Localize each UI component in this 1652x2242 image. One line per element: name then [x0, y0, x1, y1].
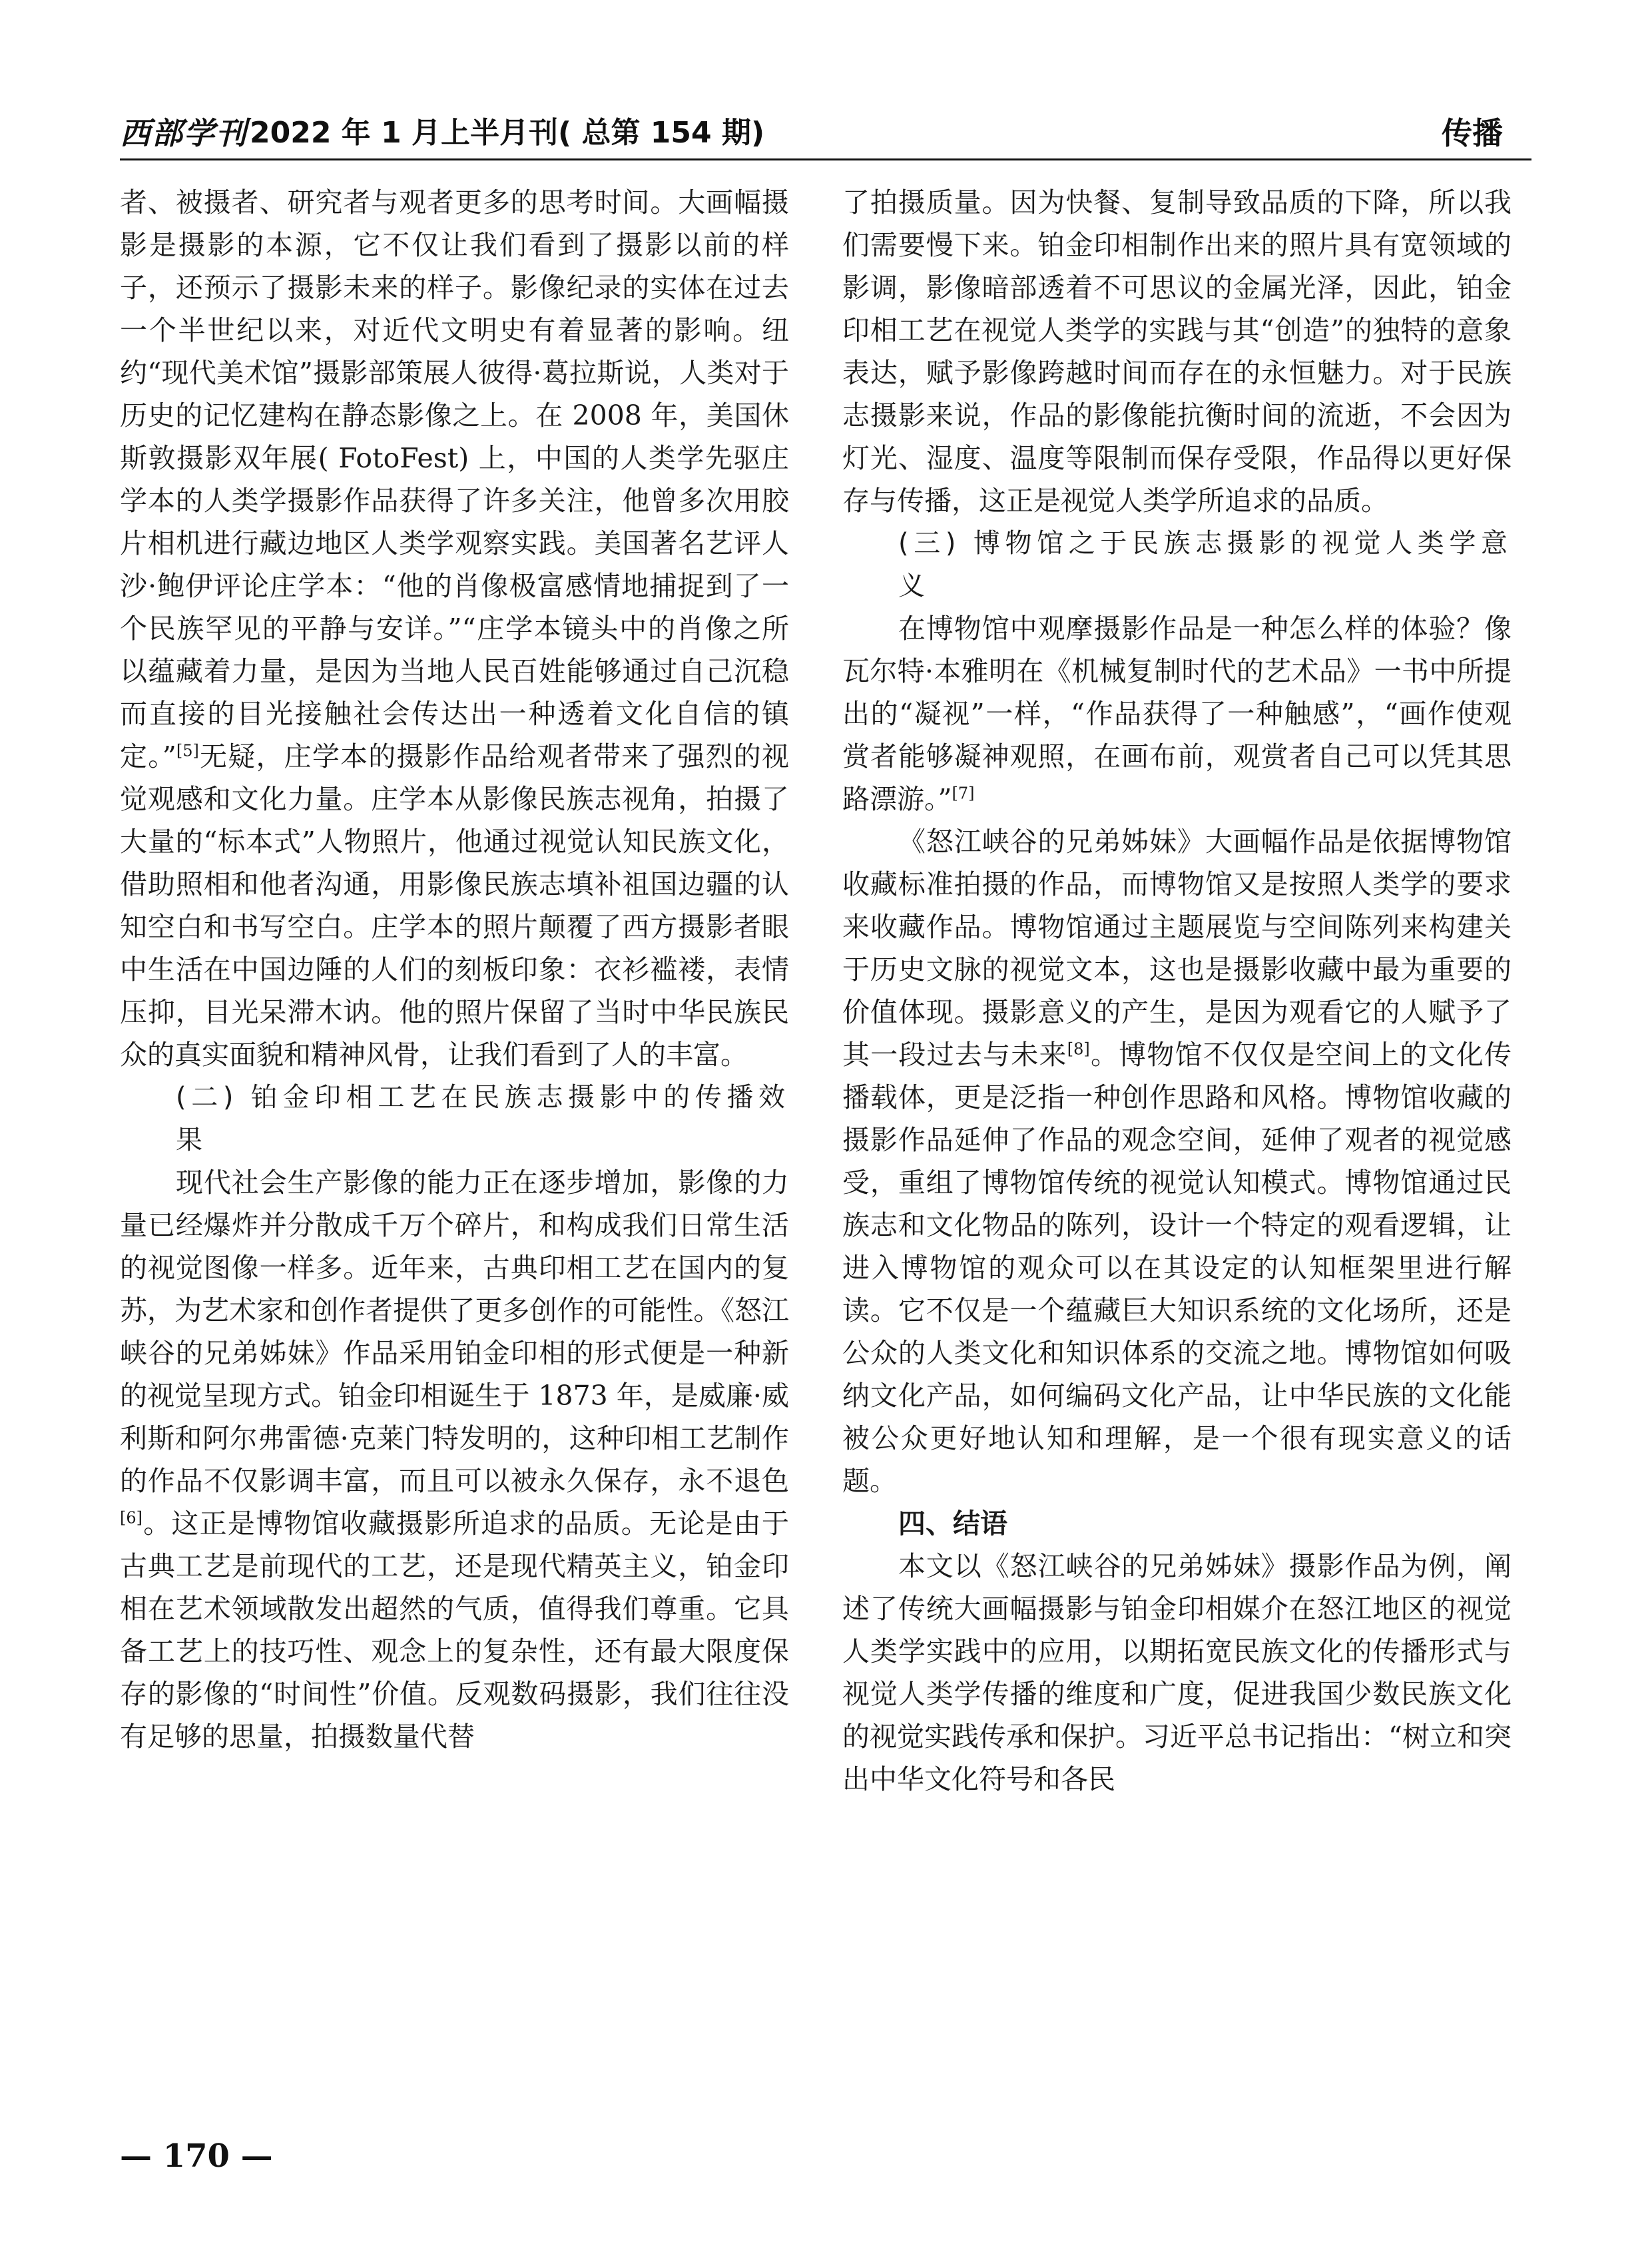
right-column [842, 181, 1512, 1801]
header-rule [120, 158, 1531, 160]
heading-text: (三) 博物馆之于民族志摄影的视觉人类学意义 [898, 528, 1512, 601]
paragraph [842, 1545, 1512, 1801]
paragraph [842, 181, 1512, 522]
journal-logo: 西部学刊 [120, 115, 248, 151]
subsection-heading [120, 1076, 789, 1161]
paragraph-text: 在博物馆中观摩摄影作品是一种怎么样的体验？像瓦尔特·本雅明在《机械复制时代的艺术品》一书中所提出的“凝视”一样，“作品获得了一种触感”，“画作使观赏者能够凝神观照，在画布前，观赏者自己可以凭其思路漂游。” [842, 613, 1512, 815]
paragraph-text: 《怒江峡谷的兄弟姊妹》大画幅作品是依据博物馆收藏标准拍摄的作品，而博物馆又是按照人类学的要求来收藏作品。博物馆通过主题展览与空间陈列来构建关于历史文脉的视觉文本，这也是摄影收藏中最为重要的价值体现。摄影意义的产生，是因为观看它的人赋予了其一段过去与未来 [842, 826, 1512, 1071]
paragraph-text: 者、被摄者、研究者与观者更多的思考时间。大画幅摄影是摄影的本源，它不仅让我们看到了摄影以前的样子，还预示了摄影未来的样子。影像纪录的实体在过去一个半世纪以来，对近代文明史有着显著的影响。纽约“现代美术馆”摄影部策展人彼得·葛拉斯说，人类对于历史的记忆建构在静态影像之上。在 2008 年，美国休斯敦摄影双年展( FotoFest) 上，中国的人类学先驱庄学本的人类学摄影作品获得了许多关注，他曾多次用胶片相机进行藏边地区人类学观察实践。美国著名艺评人沙·鲍伊评论庄学本：“他的肖像极富感情地捕捉到了一个民族罕见的平静与安详。”“庄学本镜头中的肖像之所以蕴藏着力量，是因为当地人民百姓能够通过自己沉稳而直接的目光接触社会传达出一种透着文化自信的镇定。” [120, 186, 789, 772]
paragraph [842, 820, 1512, 1502]
paragraph-text: 无疑，庄学本的摄影作品给观者带来了强烈的视觉观感和文化力量。庄学本从影像民族志视角，拍摄了大量的“标本式”人物照片，他通过视觉认知民族文化，借助照相和他者沟通，用影像民族志填补祖国边疆的认知空白和书写空白。庄学本的照片颠覆了西方摄影者眼中生活在中国边陲的人们的刻板印象：衣衫褴褛，表情压抑，目光呆滞木讷。他的照片保留了当时中华民族民众的真实面貌和精神风骨，让我们看到了人的丰富。 [120, 740, 789, 1071]
section-heading [842, 1502, 1512, 1545]
citation-ref: [7] [952, 784, 975, 803]
heading-text: 四、结语 [898, 1508, 1007, 1540]
section-title: 传播 [1442, 115, 1503, 151]
left-column [120, 181, 789, 1758]
issue-info: 2022 年 1 月上半月刊( 总第 154 期) [250, 116, 765, 150]
paragraph-text: 现代社会生产影像的能力正在逐步增加，影像的力量已经爆炸并分散成千万个碎片，和构成我们日常生活的视觉图像一样多。近年来，古典印相工艺在国内的复苏，为艺术家和创作者提供了更多创作的可能性。《怒江峡谷的兄弟姊妹》作品采用铂金印相的形式便是一种新的视觉呈现方式。铂金印相诞生于 1873 年，是威廉·威利斯和阿尔弗雷德·克莱门特发明的，这种印相工艺制作的作品不仅影调丰富，而且可以被永久保存，永不退色 [120, 1167, 789, 1497]
paragraph [842, 607, 1512, 820]
paragraph-text: 本文以《怒江峡谷的兄弟姊妹》摄影作品为例，阐述了传统大画幅摄影与铂金印相媒介在怒江地区的视觉人类学实践中的应用，以期拓宽民族文化的传播形式与视觉人类学传播的维度和广度，促进我国少数民族文化的视觉实践传承和保护。习近平总书记指出：“树立和突出中华文化符号和各民 [842, 1550, 1512, 1795]
page-header [0, 0, 1652, 160]
paragraph-text: 。博物馆不仅仅是空间上的文化传播载体，更是泛指一种创作思路和风格。博物馆收藏的摄影作品延伸了作品的观念空间，延伸了观者的视觉感受，重组了博物馆传统的视觉认知模式。博物馆通过民族志和文化物品的陈列，设计一个特定的观看逻辑，让进入博物馆的观众可以在其设定的认知框架里进行解读。它不仅是一个蕴藏巨大知识系统的文化场所，还是公众的人类文化和知识体系的交流之地。博物馆如何吸纳文化产品，如何编码文化产品，让中华民族的文化能被公众更好地认知和理解，是一个很有现实意义的话题。 [842, 1039, 1512, 1497]
paragraph-text: 了拍摄质量。因为快餐、复制导致品质的下降，所以我们需要慢下来。铂金印相制作出来的照片具有宽领域的影调，影像暗部透着不可思议的金属光泽，因此，铂金印相工艺在视觉人类学的实践与其“创造”的独特的意象表达，赋予影像跨越时间而存在的永恒魅力。对于民族志摄影来说，作品的影像能抗衡时间的流逝，不会因为灯光、湿度、温度等限制而保存受限，作品得以更好保存与传播，这正是视觉人类学所追求的品质。 [842, 186, 1512, 517]
paragraph [120, 1161, 789, 1758]
paragraph [120, 181, 789, 1076]
citation-ref: [6] [120, 1508, 142, 1528]
heading-text: (二) 铂金印相工艺在民族志摄影中的传播效果 [176, 1082, 789, 1155]
citation-ref: [8] [1067, 1039, 1090, 1059]
paragraph-text: 。这正是博物馆收藏摄影所追求的品质。无论是由于古典工艺是前现代的工艺，还是现代精英主义，铂金印相在艺术领域散发出超然的气质，值得我们尊重。它具备工艺上的技巧性、观念上的复杂性，还有最大限度保存的影像的“时间性”价值。反观数码摄影，我们往往没有足够的思量，拍摄数量代替 [120, 1508, 789, 1753]
page-number: — 170 — [120, 2137, 273, 2175]
citation-ref: [5] [176, 741, 199, 760]
subsection-heading [842, 522, 1512, 607]
